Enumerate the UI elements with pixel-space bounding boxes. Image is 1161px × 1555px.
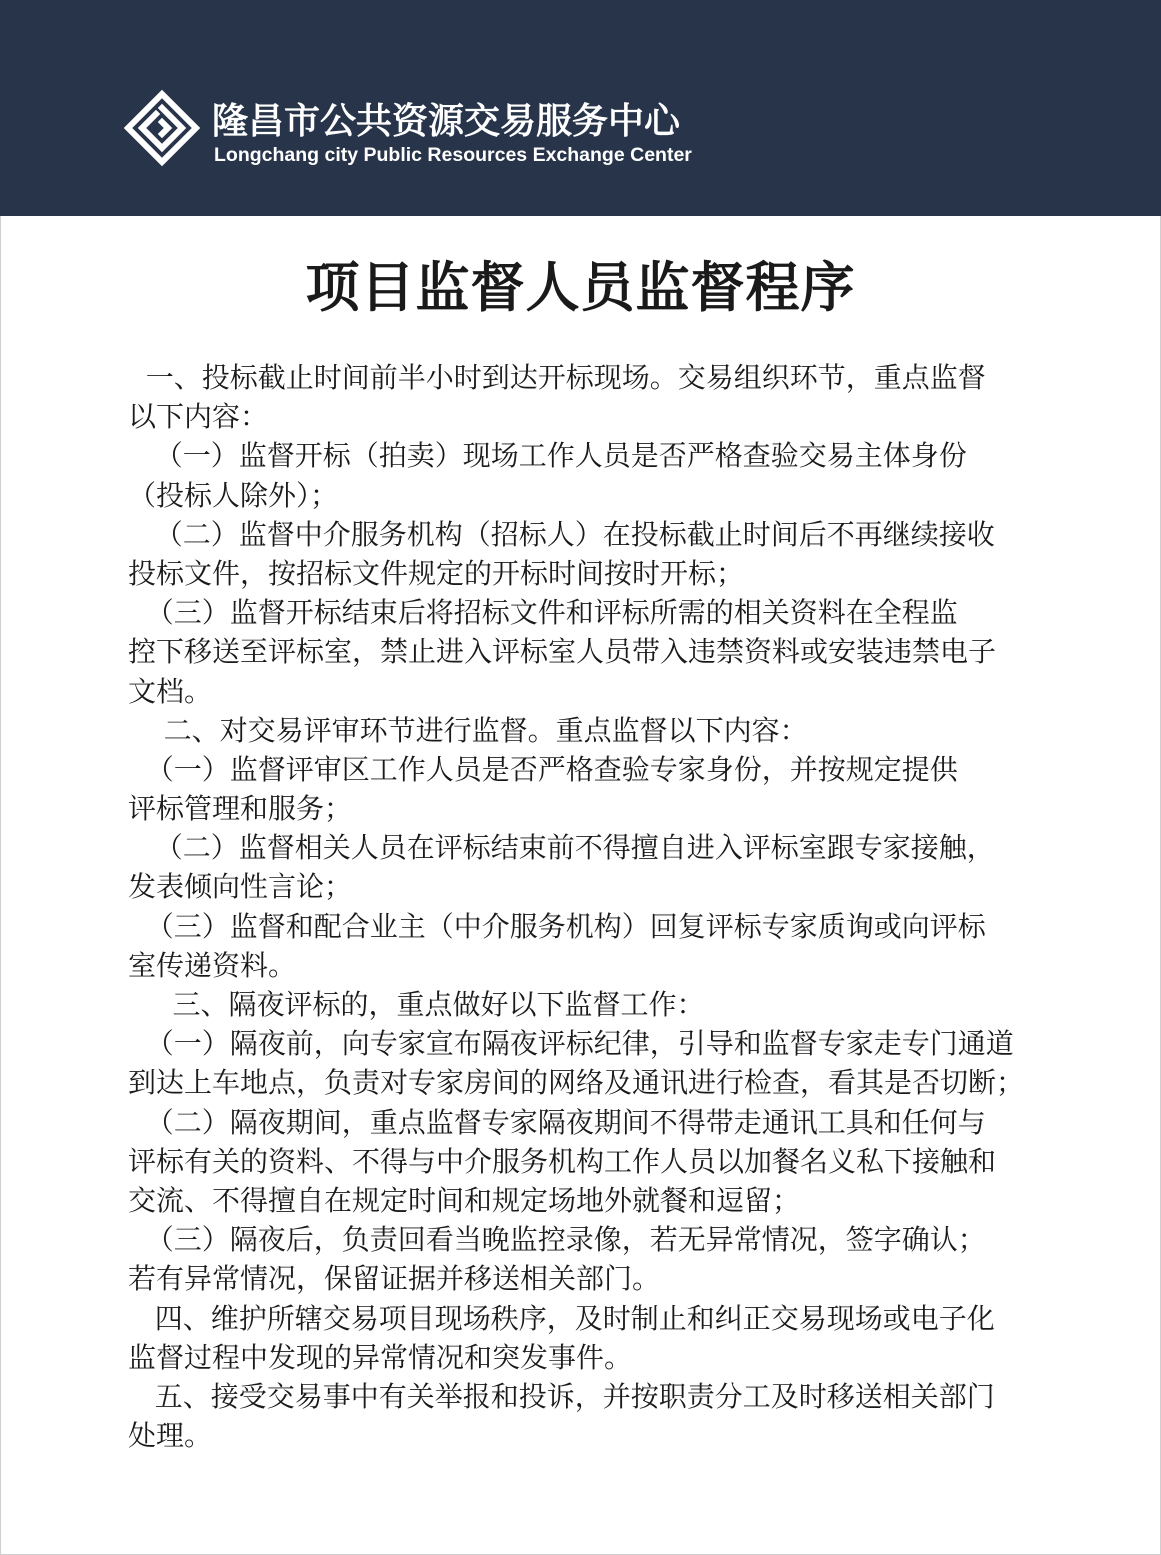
document-title: 项目监督人员监督程序: [305, 256, 856, 319]
header-banner: [0, 0, 1161, 216]
diamond-meander-logo-icon: [122, 88, 202, 168]
body-line: 文档。: [128, 674, 213, 708]
body-line: （一）隔夜前，向专家宣布隔夜评标纪律，引导和监督专家走专门通道: [128, 1027, 1014, 1061]
body-line: 处理。: [128, 1419, 213, 1453]
body-line: （投标人除外）；: [128, 478, 339, 512]
body-line: 四、维护所辖交易项目现场秩序，及时制止和纠正交易现场或电子化: [128, 1301, 995, 1335]
body-line: 室传递资料。: [128, 948, 297, 982]
body-line: （三）监督开标结束后将招标文件和评标所需的相关资料在全程监: [128, 596, 958, 630]
body-line: 评标管理和服务；: [128, 792, 353, 826]
body-line: （一）监督评审区工作人员是否严格查验专家身份，并按规定提供: [128, 752, 958, 786]
body-line: 评标有关的资料、不得与中介服务机构工作人员以加餐名义私下接触和: [128, 1144, 997, 1178]
body-line: 控下移送至评标室，禁止进入评标室人员带入违禁资料或安装违禁电子: [128, 635, 997, 669]
body-line: 若有异常情况，保留证据并移送相关部门。: [128, 1262, 661, 1296]
body-line: 五、接受交易事中有关举报和投诉，并按职责分工及时移送相关部门: [128, 1379, 995, 1413]
body-line: （一）监督开标（拍卖）现场工作人员是否严格查验交易主体身份: [128, 439, 967, 473]
body-line: 一、投标截止时间前半小时到达开标现场。交易组织环节，重点监督: [128, 361, 986, 394]
body-line: （三）隔夜后，负责回看当晚监控录像，若无异常情况，签字确认；: [128, 1223, 986, 1257]
org-name: 隆昌市公共资源交易服务中心: [212, 101, 681, 142]
document-body: [128, 358, 1038, 1455]
body-line: 监督过程中发现的异常情况和突发事件。: [128, 1340, 633, 1374]
body-line: （三）监督和配合业主（中介服务机构）回复评标专家质询或向评标: [128, 909, 986, 943]
body-line: 三、隔夜评标的，重点做好以下监督工作：: [128, 988, 705, 1021]
body-line: （二）监督相关人员在评标结束前不得擅自进入评标室跟专家接触，: [128, 831, 995, 865]
body-line: 投标文件，按招标文件规定的开标时间按时开标；: [128, 556, 745, 590]
body-line: 二、对交易评审环节进行监督。重点监督以下内容：: [128, 713, 808, 747]
body-line: （二）监督中介服务机构（招标人）在投标截止时间后不再继续接收: [128, 517, 995, 551]
body-line: 到达上车地点，负责对专家房间的网络及通讯进行检查，看其是否切断；: [128, 1066, 1025, 1100]
body-line: （二）隔夜期间，重点监督专家隔夜期间不得带走通讯工具和任何与: [128, 1105, 986, 1139]
body-line: 交流、不得擅自在规定时间和规定场地外就餐和逗留；: [128, 1183, 801, 1217]
org-name-english: Longchang city Public Resources Exchange Center: [214, 144, 692, 166]
body-line: 以下内容：: [128, 400, 269, 434]
body-line: 发表倾向性言论；: [128, 870, 353, 904]
